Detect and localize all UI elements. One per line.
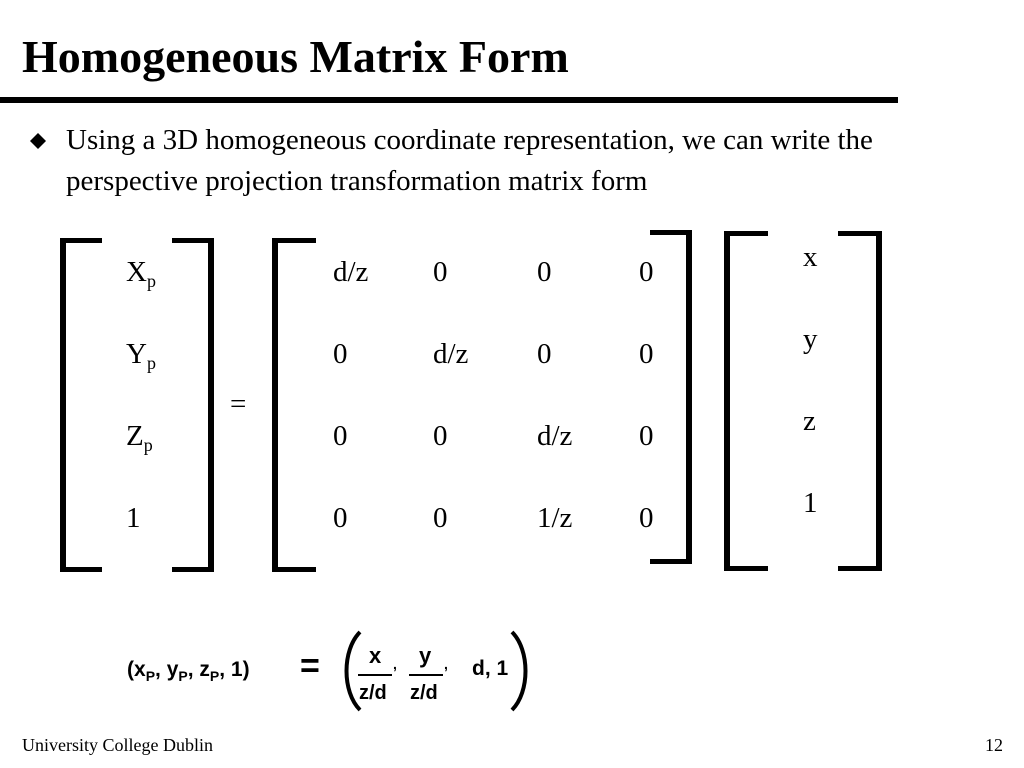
vector-entry: z xyxy=(803,405,816,437)
matrix-cell: 0 xyxy=(433,420,448,452)
lhs-left-bracket xyxy=(60,238,102,572)
matrix-right-bracket xyxy=(650,230,692,564)
vector-left-bracket xyxy=(724,231,768,571)
vector-entry: 1 xyxy=(803,487,818,519)
matrix-cell: 0 xyxy=(639,256,654,288)
diamond-bullet-icon xyxy=(30,133,46,149)
fraction-comma: , xyxy=(444,656,448,672)
lhs-entry-one: 1 xyxy=(126,502,141,534)
title-underline xyxy=(0,97,898,103)
matrix-cell: 0 xyxy=(639,338,654,370)
projected-point-tuple: ($x_P$, $y_P$, $z_P$, 1) xyxy=(127,658,250,685)
lhs-entry-zp: $Z_p$ xyxy=(126,420,153,455)
matrix-cell: 0 xyxy=(537,338,552,370)
slide-title: Homogeneous Matrix Form xyxy=(22,31,569,82)
formula-equals-sign: = xyxy=(300,647,320,685)
vector-right-bracket xyxy=(838,231,882,571)
equals-sign: = xyxy=(230,388,247,420)
page-number: 12 xyxy=(985,735,1003,755)
formula-tail: d, 1 xyxy=(472,657,509,680)
matrix-cell: 0 xyxy=(639,420,654,452)
fraction2-numerator: y xyxy=(419,643,432,668)
lhs-entry-yp: $Y_p$ xyxy=(126,338,156,373)
footer-institution: University College Dublin xyxy=(22,735,213,755)
matrix-cell: 0 xyxy=(639,502,654,534)
matrix-cell: 0 xyxy=(333,338,348,370)
vector-entry: y xyxy=(803,323,818,355)
fraction2-denominator: z/d xyxy=(410,682,438,704)
fraction1-bar xyxy=(358,674,392,676)
fraction1-numerator: x xyxy=(369,643,382,668)
fraction1-denominator: z/d xyxy=(359,682,387,704)
matrix-cell: d/z xyxy=(537,420,573,452)
right-parenthesis-icon xyxy=(510,630,532,712)
matrix-cell: 1/z xyxy=(537,502,573,534)
fraction-comma: , xyxy=(393,656,397,672)
matrix-cell: 0 xyxy=(333,502,348,534)
matrix-cell: 0 xyxy=(433,502,448,534)
fraction2-bar xyxy=(409,674,443,676)
matrix-left-bracket xyxy=(272,238,316,572)
vector-entry: x xyxy=(803,241,818,273)
lhs-right-bracket xyxy=(172,238,214,572)
matrix-cell: 0 xyxy=(537,256,552,288)
matrix-cell: d/z xyxy=(433,338,469,370)
matrix-cell: d/z xyxy=(333,256,369,288)
matrix-cell: 0 xyxy=(333,420,348,452)
lhs-entry-xp: $X_p$ xyxy=(126,256,156,291)
bullet-text: Using a 3D homogeneous coordinate representation, we can write the perspective projection transformation matrix form xyxy=(66,124,873,197)
matrix-cell: 0 xyxy=(433,256,448,288)
